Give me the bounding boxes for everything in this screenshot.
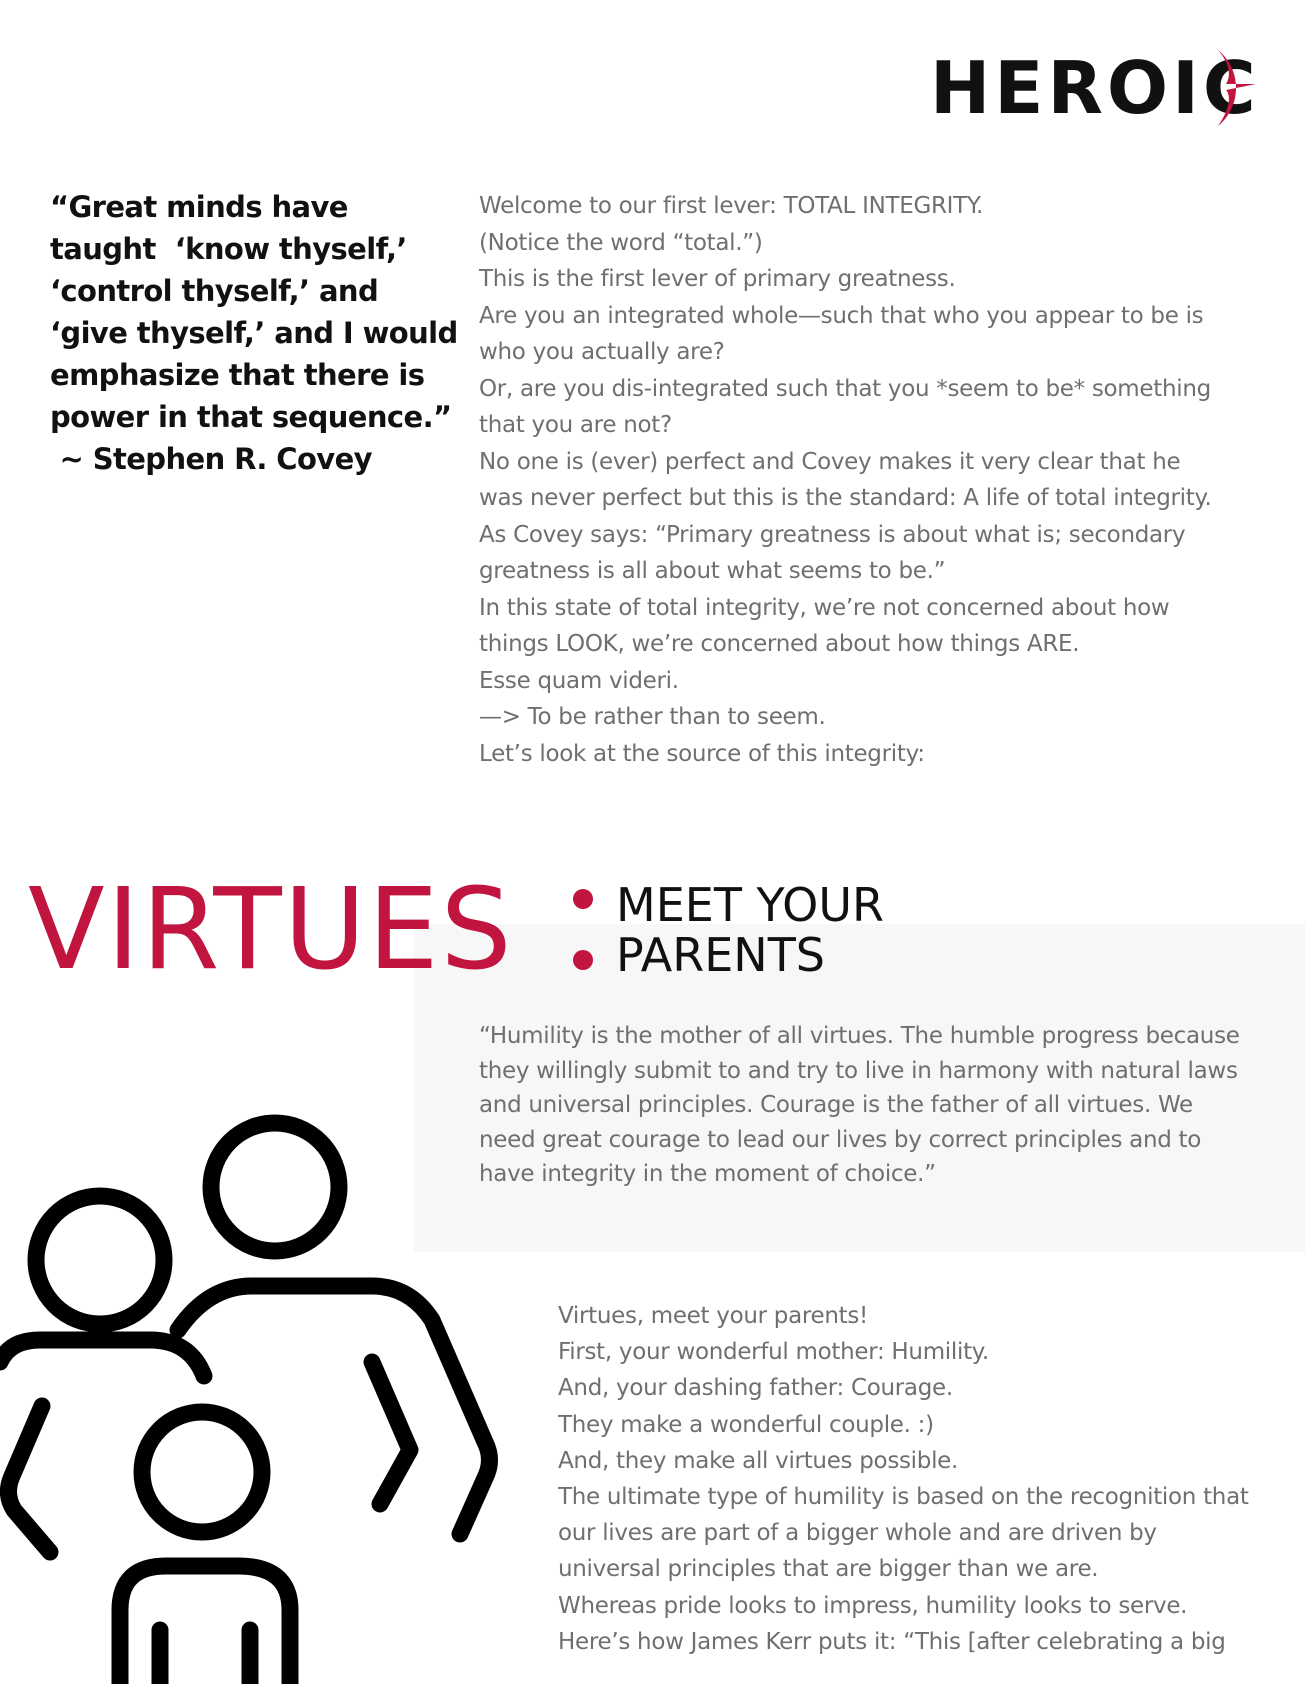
body-line: our lives are part of a bigger whole and are driven by xyxy=(558,1520,1157,1547)
body-line: First, your wonderful mother: Humility. xyxy=(558,1339,989,1366)
quote-line: “Great minds have xyxy=(50,190,348,224)
body-line: Whereas pride looks to impress, humility looks to serve. xyxy=(558,1592,1188,1619)
intro-line: In this state of total integrity, we’re not concerned about how xyxy=(479,594,1170,621)
quote-line: power in that sequence.” xyxy=(50,400,452,434)
virtues-quote-line: need great courage to lead our lives by correct principles and to xyxy=(479,1126,1202,1153)
body-line: And, they make all virtues possible. xyxy=(558,1447,959,1474)
quote-line: ‘control thyself,’ and xyxy=(50,274,379,308)
intro-line: who you actually are? xyxy=(479,339,725,365)
body-line: universal principles that are bigger than we are. xyxy=(558,1556,1099,1583)
intro-line: Welcome to our first lever: TOTAL INTEGRITY. xyxy=(479,193,983,219)
intro-line: things LOOK, we’re concerned about how things ARE. xyxy=(479,631,1080,657)
virtues-quote xyxy=(479,1019,1279,1192)
intro-line: greatness is all about what seems to be.” xyxy=(479,558,946,584)
heroic-logo xyxy=(930,48,1260,128)
virtues-quote-line: they willingly submit to and try to live in harmony with natural laws xyxy=(479,1057,1238,1084)
quote-line: ‘give thyself,’ and I would xyxy=(50,316,458,350)
intro-line: Esse quam videri. xyxy=(479,667,679,694)
bullet-dot xyxy=(573,889,593,909)
virtues-quote-line: and universal principles. Courage is the father of all virtues. We xyxy=(479,1092,1193,1118)
intro-line: —> To be rather than to seem. xyxy=(479,704,826,730)
body-line: The ultimate type of humility is based on the recognition that xyxy=(558,1484,1249,1511)
intro-line: As Covey says: “Primary greatness is about what is; secondary xyxy=(479,521,1186,548)
covey-quote xyxy=(50,186,458,480)
bullet-dot xyxy=(573,950,593,970)
intro-line: This is the first lever of primary greatness. xyxy=(479,266,956,292)
body-line: They make a wonderful couple. :) xyxy=(558,1411,934,1438)
quote-line: taught ‘know thyself,’ xyxy=(50,232,407,266)
red-swoosh-icon xyxy=(1212,48,1260,128)
body-line: And, your dashing father: Courage. xyxy=(558,1375,953,1402)
intro-line: Or, are you dis-integrated such that you *seem to be* something xyxy=(479,375,1211,402)
body-line: Virtues, meet your parents! xyxy=(558,1303,868,1329)
intro-line: was never perfect but this is the standard: A life of total integrity. xyxy=(479,485,1212,511)
section-subtitle xyxy=(616,880,884,980)
intro-line: No one is (ever) perfect and Covey makes it very clear that he xyxy=(479,448,1181,475)
subtitle-line: PARENTS xyxy=(616,928,825,982)
body-text xyxy=(558,1298,1298,1660)
quote-line: emphasize that there is xyxy=(50,358,425,392)
intro-line: that you are not? xyxy=(479,412,672,438)
virtues-quote-line: “Humility is the mother of all virtues. The humble progress because xyxy=(479,1023,1240,1049)
intro-text xyxy=(479,188,1259,772)
family-outline-icon xyxy=(0,1100,510,1684)
intro-line: (Notice the word “total.”) xyxy=(479,229,763,256)
virtues-quote-line: have integrity in the moment of choice.” xyxy=(479,1161,936,1187)
intro-line: Let’s look at the source of this integrity: xyxy=(479,740,925,767)
subtitle-line: MEET YOUR xyxy=(616,878,884,932)
intro-line: Are you an integrated whole—such that who you appear to be is xyxy=(479,302,1204,329)
body-line: Here’s how James Kerr puts it: “This [after celebrating a big xyxy=(558,1628,1226,1655)
logo-wordmark: HEROIC xyxy=(930,46,1260,130)
section-title: VIRTUES xyxy=(28,865,514,995)
quote-attribution: ~ Stephen R. Covey xyxy=(50,442,372,476)
